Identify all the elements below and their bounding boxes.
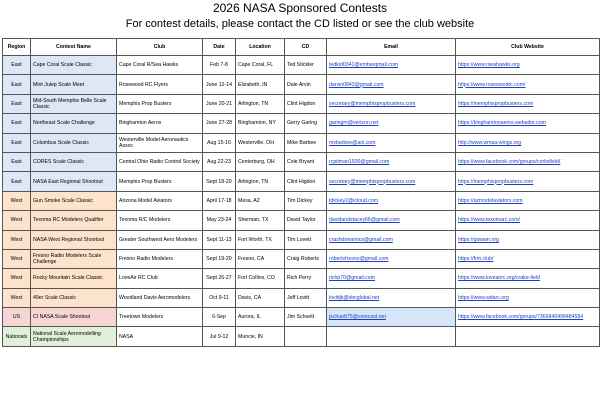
table-row — [3, 230, 600, 249]
date-cell: April 17-18 — [203, 191, 236, 210]
region-cell: West — [3, 230, 31, 249]
website-link[interactable]: https://gswam.org — [456, 230, 600, 249]
contest-name-cell: NASA West Regional Shootout — [31, 230, 117, 249]
email-link[interactable]: crashdonamics@gmail.com — [327, 230, 456, 249]
table-header-row — [3, 39, 600, 56]
club-cell: Memphis Prop Busters — [117, 172, 203, 191]
table-row — [3, 152, 600, 171]
region-cell: West — [3, 269, 31, 288]
location-cell: Elizabeth, IN — [236, 75, 285, 94]
date-cell: May 23-24 — [203, 211, 236, 230]
table-row — [3, 327, 600, 346]
email-link[interactable]: jschuett75@comcast.net — [327, 308, 456, 327]
website-link[interactable]: https://azmodelaviators.com — [456, 191, 600, 210]
region-cell: West — [3, 211, 31, 230]
date-cell: 6-Sep — [203, 308, 236, 327]
cd-cell: Rich Perry — [285, 269, 327, 288]
column-header-date: Date — [203, 39, 236, 56]
contest-name-cell: Fresno Radio Modelers Scale Challenge — [31, 249, 117, 268]
table-row — [3, 269, 600, 288]
location-cell: Muncie, IN — [236, 327, 285, 346]
region-cell: US — [3, 308, 31, 327]
column-header-email: Email — [327, 39, 456, 56]
website-link[interactable]: http://www.wmaa-wings.org — [456, 133, 600, 152]
region-cell: East — [3, 75, 31, 94]
region-cell: Nationals — [3, 327, 31, 346]
contest-name-cell: Gun Smoke Scale Classic — [31, 191, 117, 210]
date-cell: June 27-28 — [203, 114, 236, 133]
location-cell: Arlington, TN — [236, 94, 285, 113]
cd-cell: Dale Arvin — [285, 75, 327, 94]
website-link[interactable]: https://memphispropbusters.com — [456, 172, 600, 191]
table-row — [3, 56, 600, 75]
date-cell: Feb 7-8 — [203, 56, 236, 75]
column-header-contest-name: Contest Name — [31, 39, 117, 56]
column-header-region: Region — [3, 39, 31, 56]
table-row — [3, 288, 600, 307]
website-link[interactable]: https://www.facebook.com/groups/7366840498484584 — [456, 308, 600, 327]
cd-cell: Cole Bryant — [285, 152, 327, 171]
cd-cell: Tim Dickey — [285, 191, 327, 210]
website-link[interactable]: https://binghamtonaeros.webador.com — [456, 114, 600, 133]
contest-name-cell: Cape Coral Scale Classic — [31, 56, 117, 75]
email-link[interactable]: tedkid0341@embarqmail.com — [327, 56, 456, 75]
club-cell: LoveAir RC Club — [117, 269, 203, 288]
club-cell: Greater Southwest Aero Modelers — [117, 230, 203, 249]
table-row — [3, 133, 600, 152]
cd-cell: David Taylor — [285, 211, 327, 230]
email-link[interactable]: secretary@memphispropbusters.com — [327, 94, 456, 113]
date-cell: Sept 18-20 — [203, 172, 236, 191]
club-cell: Rosewood RC Flyers — [117, 75, 203, 94]
website-link[interactable]: https://www.texomarc.com/ — [456, 211, 600, 230]
date-cell: Aug 22-23 — [203, 152, 236, 171]
club-cell: NASA — [117, 327, 203, 346]
region-cell: East — [3, 133, 31, 152]
page-subtitle: For contest details, please contact the CD listed or see the club website — [125, 18, 475, 30]
email-link[interactable]: lovittjk@sbcglobal.net — [327, 288, 456, 307]
cd-cell: Gerry Garing — [285, 114, 327, 133]
club-cell: Woodland Davis Aeromodelers — [117, 288, 203, 307]
email-link[interactable]: darvin0843@gmail.com — [327, 75, 456, 94]
contest-name-cell: Northeast Scale Challenge — [31, 114, 117, 133]
table-row — [3, 94, 600, 113]
cd-cell: Tim Lovett — [285, 230, 327, 249]
location-cell: Mesa, AZ — [236, 191, 285, 210]
region-cell: East — [3, 94, 31, 113]
table-row — [3, 211, 600, 230]
website-link[interactable]: https://www.rseahawks.org — [456, 56, 600, 75]
contest-name-cell: Mid-South Memphis Belle Scale Classic — [31, 94, 117, 113]
table-row — [3, 114, 600, 133]
cd-cell: Craig Roberts — [285, 249, 327, 268]
date-cell: Oct 9-11 — [203, 288, 236, 307]
region-cell: West — [3, 288, 31, 307]
column-header-club: Club — [117, 39, 203, 56]
contests-table — [2, 38, 600, 347]
club-cell: Cape Coral R/Sea Hawks — [117, 56, 203, 75]
column-header-location: Location — [236, 39, 285, 56]
website-link[interactable]: https://www.wdarc.org — [456, 288, 600, 307]
location-cell: Binghamton, NY — [236, 114, 285, 133]
cd-cell: Mike Barbee — [285, 133, 327, 152]
date-cell: June 12-14 — [203, 75, 236, 94]
location-cell: Sherman, TX — [236, 211, 285, 230]
region-cell: West — [3, 191, 31, 210]
date-cell: Sept 19-20 — [203, 249, 236, 268]
date-cell: Jul 9-12 — [203, 327, 236, 346]
column-header-club-website: Club Website — [456, 39, 600, 56]
date-cell: June 20-21 — [203, 94, 236, 113]
cd-cell: Ted Stickler — [285, 56, 327, 75]
website-link[interactable]: https://memphispropbusters.com — [456, 94, 600, 113]
region-cell: East — [3, 114, 31, 133]
contest-name-cell: 49er Scale Classic — [31, 288, 117, 307]
region-cell: East — [3, 152, 31, 171]
location-cell: Fresno, CA — [236, 249, 285, 268]
email-link[interactable]: garingm@verizon.net — [327, 114, 456, 133]
club-cell: Fresno Radio Modelers — [117, 249, 203, 268]
column-header-cd: CD — [285, 39, 327, 56]
website-link[interactable]: https://www.loveairrc.org/crake-field — [456, 269, 600, 288]
cd-cell: Clint Higdon — [285, 172, 327, 191]
region-cell: East — [3, 56, 31, 75]
table-row — [3, 308, 600, 327]
website-link[interactable]: https://www.rosewoodrc.com/ — [456, 75, 600, 94]
club-cell: Binghamton Aeros — [117, 114, 203, 133]
club-cell: Memphis Prop Busters — [117, 94, 203, 113]
location-cell: Fort Collins, CO — [236, 269, 285, 288]
email-link[interactable]: secretary@memphispropbusters.com — [327, 172, 456, 191]
club-cell: Arizona Model Aviators — [117, 191, 203, 210]
location-cell: Fort Worth, TX — [236, 230, 285, 249]
location-cell: Cape Coral, FL — [236, 56, 285, 75]
contest-name-cell: Mint Julep Scale Meet — [31, 75, 117, 94]
location-cell: Aurora, IL — [236, 308, 285, 327]
table-row — [3, 172, 600, 191]
region-cell: East — [3, 172, 31, 191]
location-cell: Westerville, OH — [236, 133, 285, 152]
website-link[interactable] — [456, 327, 600, 346]
club-cell: Treetown Modelers — [117, 308, 203, 327]
website-link[interactable]: https://frm.club/ — [456, 249, 600, 268]
table-row — [3, 249, 600, 268]
contest-name-cell: Columbus Scale Classic — [31, 133, 117, 152]
date-cell: Sept 26-27 — [203, 269, 236, 288]
email-link[interactable] — [327, 327, 456, 346]
cd-cell — [285, 327, 327, 346]
table-row — [3, 191, 600, 210]
location-cell: Davis, CA — [236, 288, 285, 307]
contest-name-cell: Texoma RC Modelers Qualifier — [31, 211, 117, 230]
contest-name-cell: NASA East Regional Shootout — [31, 172, 117, 191]
location-cell: Centerburg, OH — [236, 152, 285, 171]
email-link[interactable]: davidandstacey66@gmail.com — [327, 211, 456, 230]
club-cell: Central Ohio Radio Control Society — [117, 152, 203, 171]
club-cell: Westerville Model Aeronautics Assoc — [117, 133, 203, 152]
region-cell: West — [3, 249, 31, 268]
email-link[interactable]: richp70@gmail.com — [327, 269, 456, 288]
email-link[interactable]: tdickey2@icloud.com — [327, 191, 456, 210]
club-cell: Texoma R/C Modelers — [117, 211, 203, 230]
date-cell: Aug 15-16 — [203, 133, 236, 152]
email-link[interactable]: robertsfresno@gmail.com — [327, 249, 456, 268]
cd-cell: Clint Higdon — [285, 94, 327, 113]
email-link[interactable]: mvbarbee@aol.com — [327, 133, 456, 152]
cd-cell: Jim Schuett — [285, 308, 327, 327]
table-row — [3, 75, 600, 94]
location-cell: Arlington, TN — [236, 172, 285, 191]
date-cell: Sept 11-13 — [203, 230, 236, 249]
contest-name-cell: CORES Scale Classic — [31, 152, 117, 171]
contest-name-cell: National Scale Aeromodelling Championships — [31, 327, 117, 346]
contest-name-cell: Rocky Mountain Scale Classic — [31, 269, 117, 288]
contest-name-cell: CI NASA Scale Shootout — [31, 308, 117, 327]
page-title: 2026 NASA Sponsored Contests — [212, 1, 388, 15]
website-link[interactable]: https://www.facebook.com/groups/corksfield/ — [456, 152, 600, 171]
cd-cell: Jeff Lovitt — [285, 288, 327, 307]
email-link[interactable]: rcpitman1500@gmail.com — [327, 152, 456, 171]
